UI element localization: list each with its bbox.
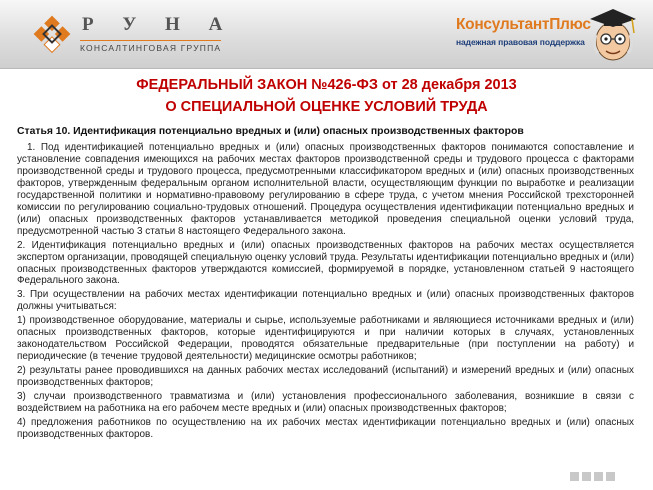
- paragraph-1: 1. Под идентификацией потенциально вредных и (или) опасных производственных факторов понимаются сопоставление и установление совпадения имеющихся на рабочих местах факторов производственной среды и трудового процесса с факторами производственной среды и трудового процесса, предусмотренными классификатором вредных и (или) опасных производственных факторов, утвержденным федеральным органом исполнительной власти, осуществляющим функции по выработке и реализации государственной политики и нормативно-правовому регулированию в сфере труда, с учетом мнения Российской трехсторонней комиссии по регулированию социально-трудовых отношений. Процедура осуществления идентификации потенциально вредных и (или) опасных производственных факторов устанавливается методикой проведения специальной оценки условий труда, предусмотренной частью 3 статьи 8 настоящего Федерального закона.: [17, 142, 634, 237]
- article-heading: Статья 10. Идентификация потенциально вредных и (или) опасных производственных факторов: [17, 126, 524, 137]
- square-icon: [606, 472, 615, 481]
- runa-brand-subtitle: КОНСАЛТИНГОВАЯ ГРУППА: [80, 40, 221, 53]
- page-header: [0, 0, 653, 69]
- square-icon: [582, 472, 591, 481]
- article-body: [17, 142, 634, 443]
- runa-brand-name: Р У Н А: [82, 14, 235, 35]
- paragraph-3: 3. При осуществлении на рабочих местах идентификации потенциально вредных и (или) опасных производственных факторов должны учитываться:: [17, 289, 634, 313]
- square-icon: [570, 472, 579, 481]
- list-item-4: 4) предложения работников по осуществлению на их рабочих местах идентификации потенциально вредных и (или) опасных производственных факторов.: [17, 416, 634, 440]
- square-icon: [594, 472, 603, 481]
- list-item-1: 1) производственное оборудование, материалы и сырье, используемые работниками и являющиеся источниками вредных и (или) опасных производственных факторов, которые идентифицируются и при наличии которых в случаях, установленных законодательством Российской Федерации, проводятся обязательные предварительные (при поступлении на работу) и периодические (в течение трудовой деятельности) медицинские осмотры работников;: [17, 315, 634, 363]
- list-item-2: 2) результаты ранее проводившихся на данных рабочих местах исследований (испытаний) и измерений вредных и (или) опасных производственных факторов;: [17, 365, 634, 389]
- paragraph-2: 2. Идентификация потенциально вредных и (или) опасных производственных факторов на рабочих местах осуществляется экспертом организации, проводящей специальную оценку условий труда. Результаты идентификации потенциально вредных и (или) опасных производственных факторов утверждаются комиссией, формируемой в порядке, установленном статьей 9 настоящего Федерального закона.: [17, 239, 634, 287]
- document-title-line-2: О СПЕЦИАЛЬНОЙ ОЦЕНКЕ УСЛОВИЙ ТРУДА: [165, 99, 488, 115]
- professor-mascot-icon: [584, 5, 642, 65]
- consultantplus-brand: КонсультантПлюс: [456, 16, 591, 33]
- consultantplus-tagline: надежная правовая поддержка: [456, 37, 585, 47]
- list-item-3: 3) случаи производственного травматизма и (или) установления профессионального заболевания, возникшие в связи с воздействием на работника на его рабочем месте вредных и (или) опасных производственных факторов;: [17, 391, 634, 415]
- decorative-squares: [570, 468, 630, 482]
- document-title-line-1: ФЕДЕРАЛЬНЫЙ ЗАКОН №426-ФЗ от 28 декабря 2013: [136, 77, 517, 93]
- runa-logo-icon: [30, 14, 74, 54]
